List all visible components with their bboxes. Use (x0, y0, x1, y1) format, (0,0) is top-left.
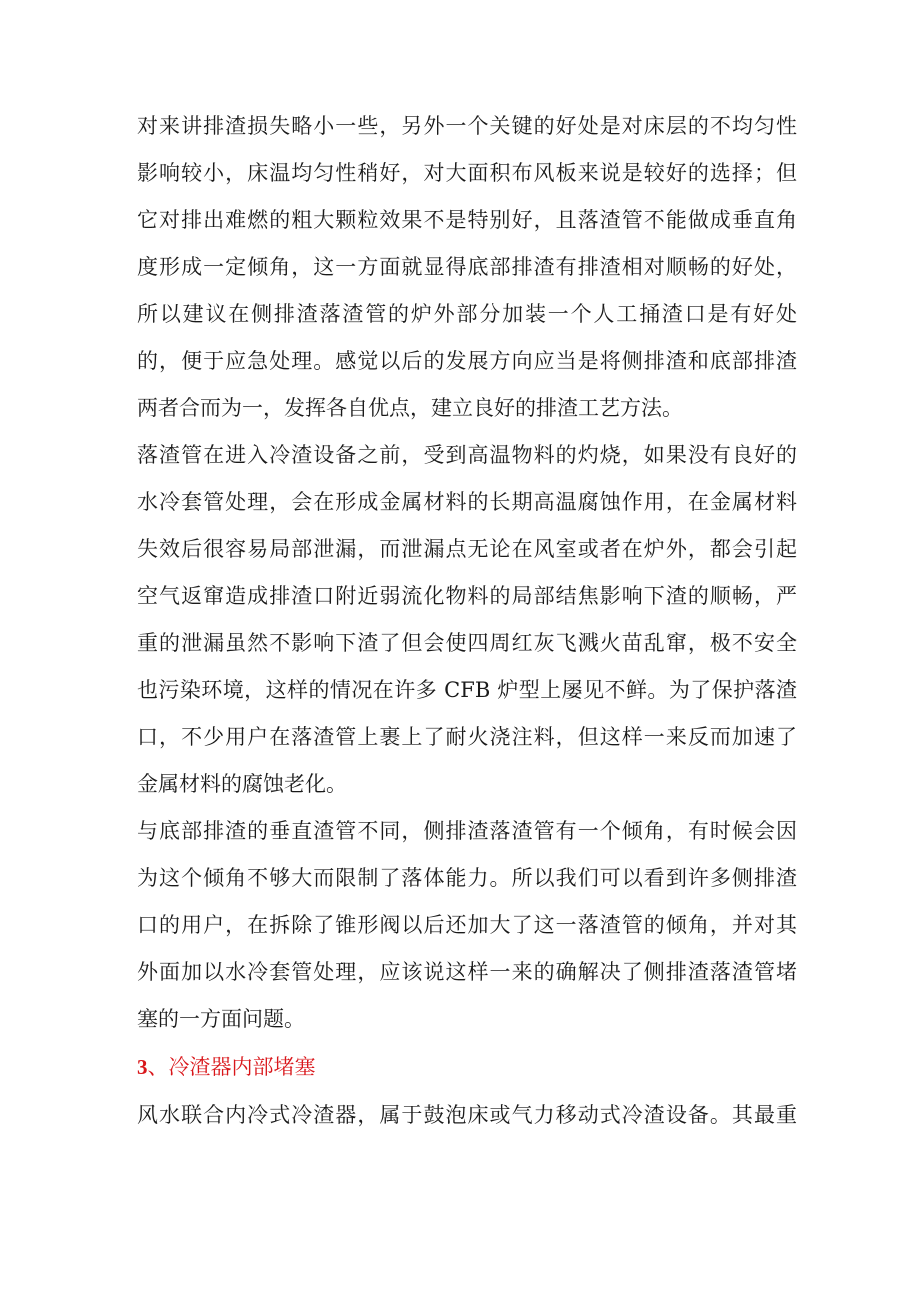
text-line: 度形成一定倾角，这一方面就显得底部排渣有排渣相对顺畅的好处， (137, 255, 797, 279)
text-line: 两者合而为一，发挥各自优点，建立良好的排渣工艺方法。 (137, 396, 683, 420)
section-heading-text: 、冷渣器内部堵塞 (147, 1055, 316, 1079)
text-line: 也污染环境，这样的情况在许多 CFB 炉型上屡见不鲜。为了保护落渣 (137, 678, 797, 702)
text-line: 失效后很容易局部泄漏，而泄漏点无论在风室或者在炉外，都会引起 (137, 537, 797, 561)
text-line: 水冷套管处理，会在形成金属材料的长期高温腐蚀作用，在金属材料 (137, 490, 797, 514)
text-line: 对来讲排渣损失略小一些，另外一个关键的好处是对床层的不均匀性 (137, 114, 797, 138)
text-line: 重的泄漏虽然不影响下渣了但会使四周红灰飞溅火苗乱窜，极不安全 (137, 631, 797, 655)
text-line: 落渣管在进入冷渣设备之前，受到高温物料的灼烧，如果没有良好的 (137, 443, 797, 467)
text-line: 空气返窜造成排渣口附近弱流化物料的局部结焦影响下渣的顺畅，严 (137, 584, 797, 608)
paragraph-3 (137, 808, 797, 1043)
text-line: 外面加以水冷套管处理，应该说这样一来的确解决了侧排渣落渣管堵 (137, 960, 797, 984)
text-line: 口，不少用户在落渣管上裹上了耐火浇注料，但这样一来反而加速了 (137, 725, 797, 749)
text-line: 塞的一方面问题。 (137, 1007, 305, 1031)
paragraph-2 (137, 432, 797, 808)
text-line: 的，便于应急处理。感觉以后的发展方向应当是将侧排渣和底部排渣 (137, 349, 797, 373)
text-line: 为这个倾角不够大而限制了落体能力。所以我们可以看到许多侧排渣 (137, 866, 797, 890)
section-heading (137, 1043, 797, 1092)
paragraph-4 (137, 1092, 797, 1139)
paragraph-1 (137, 103, 797, 432)
text-line: 与底部排渣的垂直渣管不同，侧排渣落渣管有一个倾角，有时候会因 (137, 819, 797, 843)
text-line: 风水联合内冷式冷渣器，属于鼓泡床或气力移动式冷渣设备。其最重 (137, 1103, 797, 1127)
text-line: 影响较小，床温均匀性稍好，对大面积布风板来说是较好的选择；但 (137, 161, 797, 185)
text-line: 所以建议在侧排渣落渣管的炉外部分加装一个人工捅渣口是有好处 (137, 302, 797, 326)
text-line: 它对排出难燃的粗大颗粒效果不是特别好，且落渣管不能做成垂直角 (137, 208, 797, 232)
document-body (137, 103, 797, 1139)
section-heading-number: 3 (137, 1055, 148, 1079)
text-line: 金属材料的腐蚀老化。 (137, 772, 347, 796)
text-line: 口的用户，在拆除了锥形阀以后还加大了这一落渣管的倾角，并对其 (137, 913, 797, 937)
